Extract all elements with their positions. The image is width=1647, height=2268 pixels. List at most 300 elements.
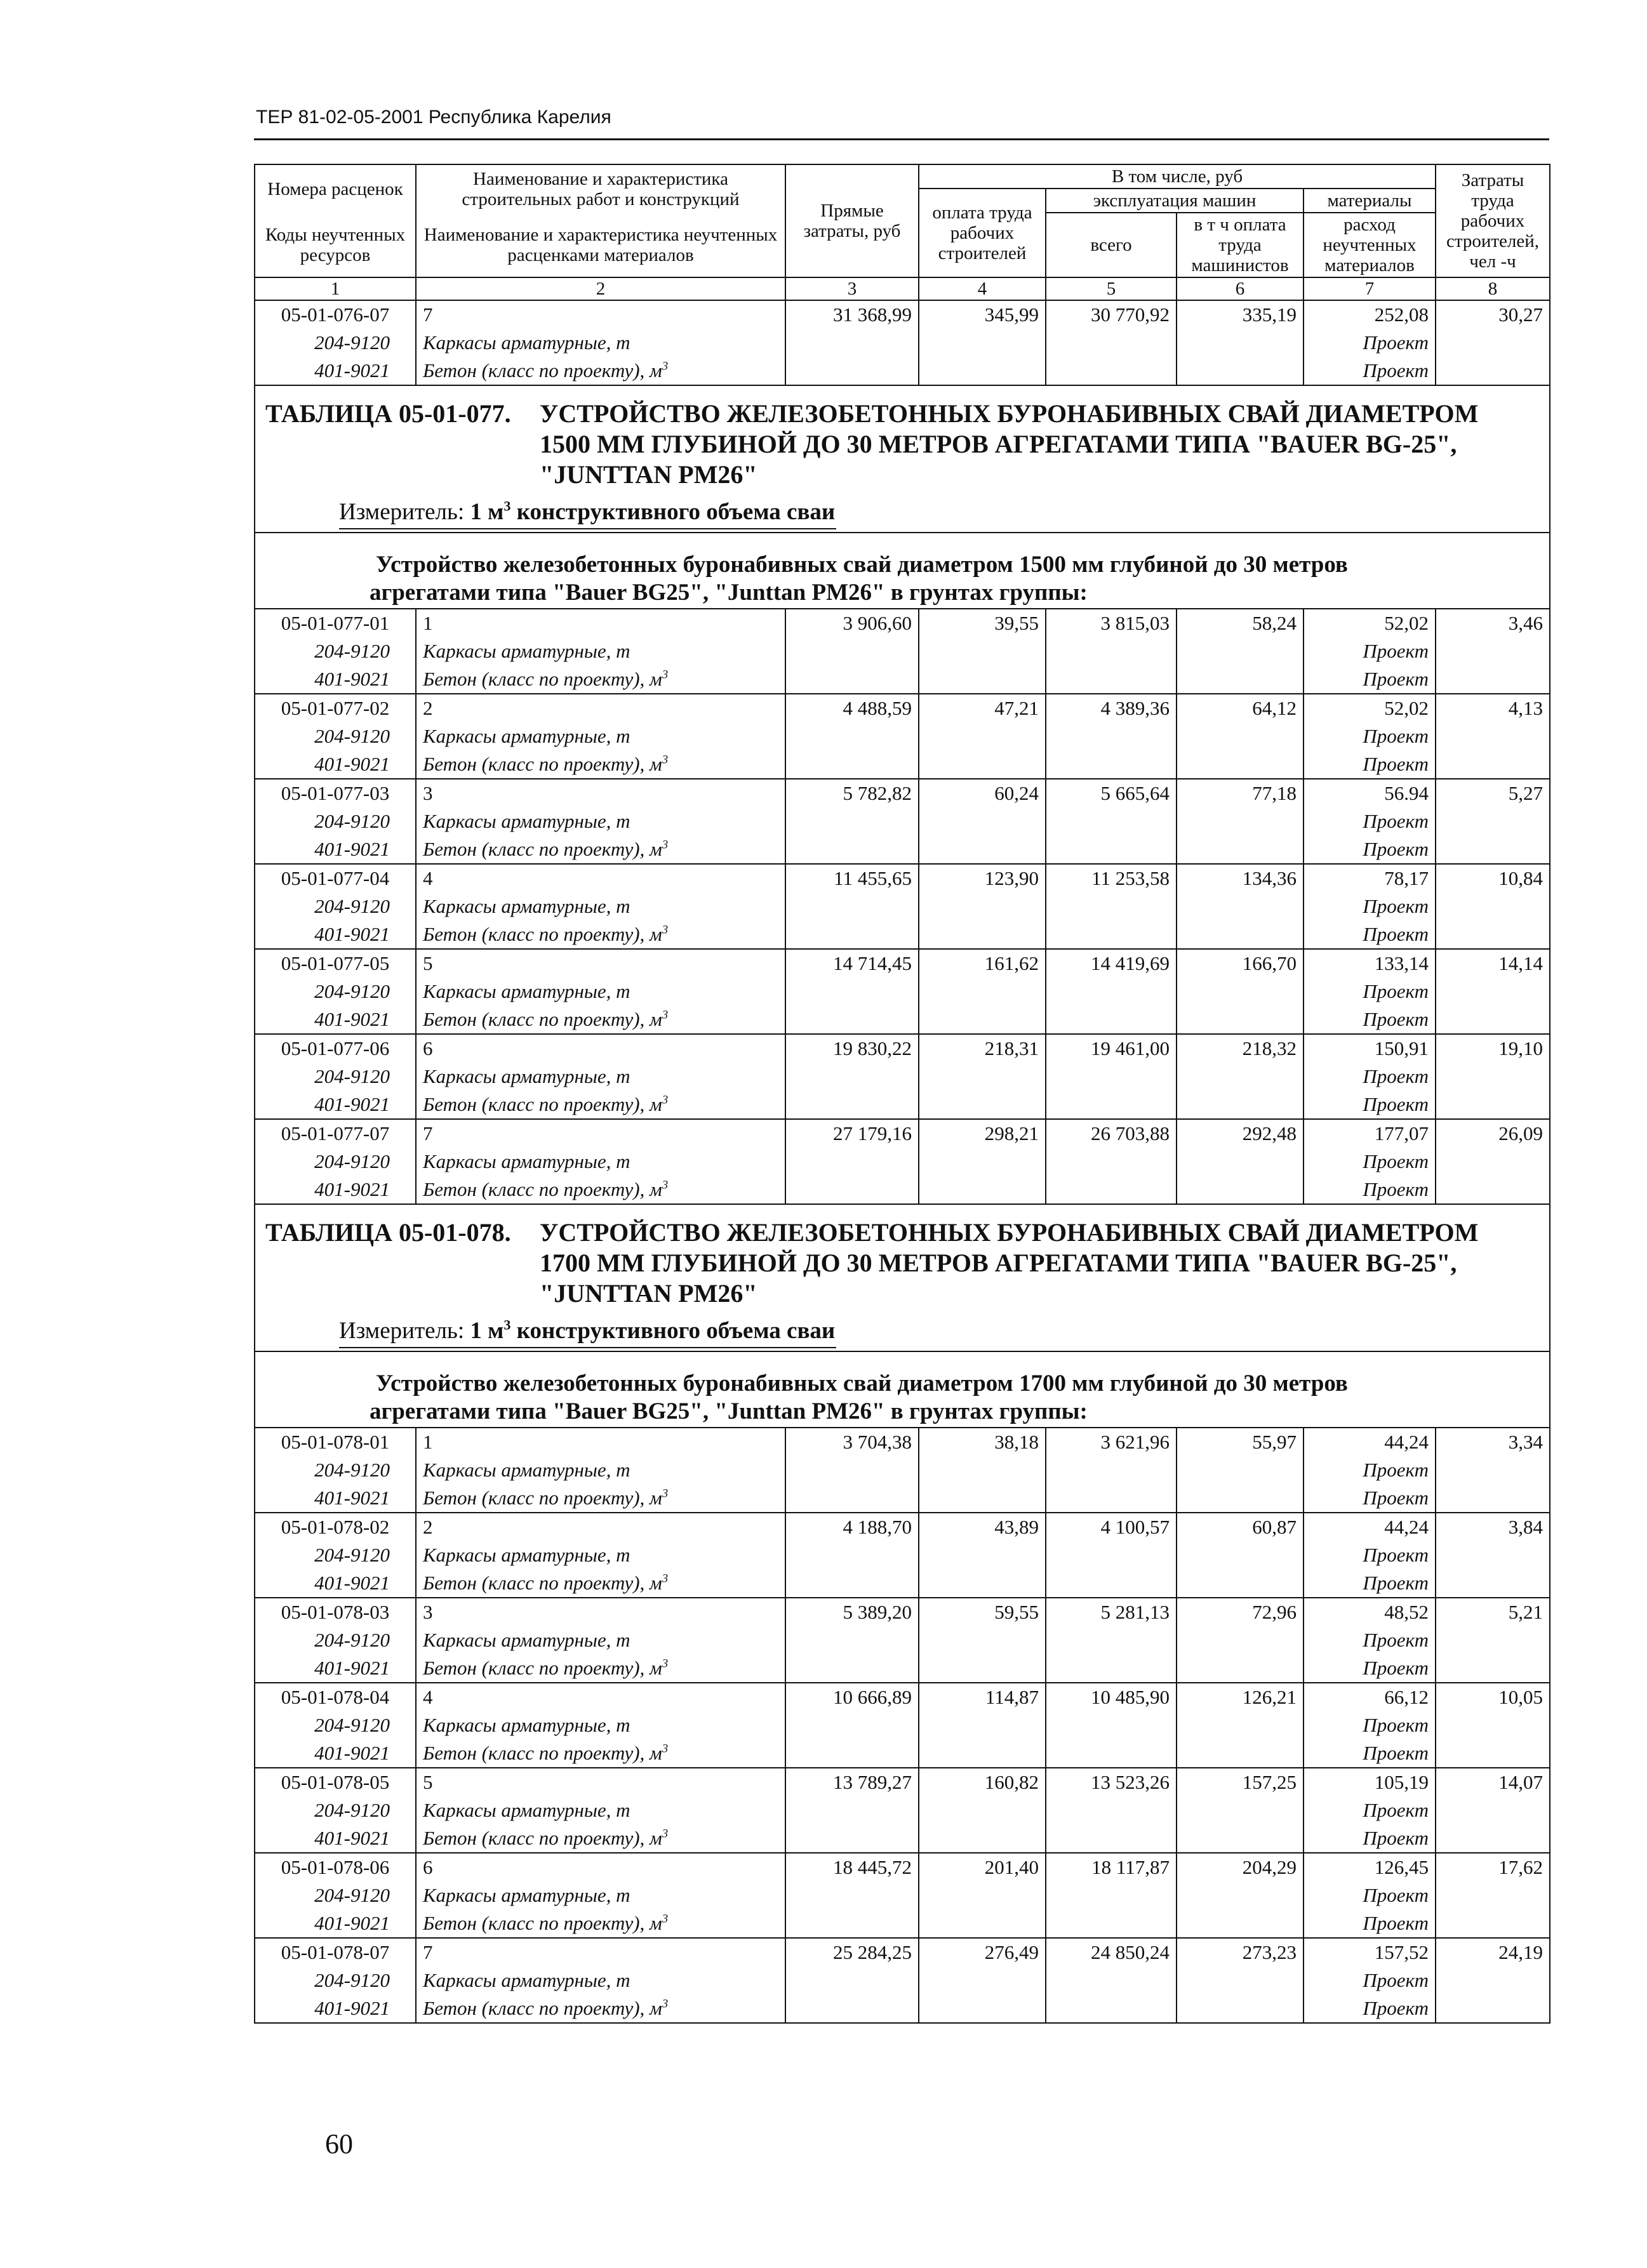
unit-superscript: 3: [662, 753, 669, 767]
material-consumption: Проект: [1304, 357, 1436, 385]
col-number: 8: [1436, 277, 1550, 300]
empty-cell: [785, 1881, 919, 1909]
empty-cell: [1177, 835, 1304, 864]
material-name: [416, 1091, 785, 1119]
material-name: Каркасы арматурные, т: [416, 637, 785, 665]
col-number: 6: [1177, 277, 1304, 300]
resource-code: 204-9120: [255, 329, 416, 357]
material-name: [416, 1569, 785, 1598]
rate-value: 126,21: [1177, 1683, 1304, 1711]
unit-superscript: 3: [662, 923, 669, 937]
empty-cell: [1436, 722, 1550, 750]
col-number: 3: [785, 277, 919, 300]
empty-cell: [785, 1541, 919, 1569]
rate-value: 4 100,57: [1046, 1513, 1177, 1541]
empty-cell: [1177, 357, 1304, 385]
empty-cell: [1436, 807, 1550, 835]
empty-cell: [1046, 1994, 1177, 2023]
material-consumption: Проект: [1304, 1541, 1436, 1569]
subsection-line: агрегатами типа "Bauer BG25", "Junttan PM26" в грунтах группы:: [370, 580, 1088, 606]
empty-cell: [1046, 892, 1177, 920]
material-row: [255, 1176, 1550, 1204]
rate-name: 7: [416, 300, 785, 329]
empty-cell: [919, 1626, 1046, 1654]
material-row: [255, 329, 1550, 357]
rate-value: 114,87: [919, 1683, 1046, 1711]
resource-code: 204-9120: [255, 892, 416, 920]
material-consumption: Проект: [1304, 1654, 1436, 1683]
rate-code: 05-01-078-04: [255, 1683, 416, 1711]
subsection-line: Устройство железобетонных буронабивных свай диаметром 1500 мм глубиной до 30 метров: [376, 552, 1348, 578]
unit-superscript: 3: [662, 1093, 669, 1107]
rate-code: 05-01-078-06: [255, 1853, 416, 1881]
empty-cell: [1436, 1063, 1550, 1091]
column-numbers-row: [255, 277, 1550, 300]
empty-cell: [785, 637, 919, 665]
rate-value: 25 284,25: [785, 1938, 919, 1966]
material-consumption: Проект: [1304, 665, 1436, 694]
rate-value: 345,99: [919, 300, 1046, 329]
rate-value: 157,52: [1304, 1938, 1436, 1966]
rate-name: 7: [416, 1938, 785, 1966]
rate-value: 58,24: [1177, 609, 1304, 637]
resource-code: 204-9120: [255, 978, 416, 1005]
table-row: [255, 1598, 1550, 1626]
empty-cell: [1177, 1824, 1304, 1853]
empty-cell: [1046, 329, 1177, 357]
rate-value: 10,84: [1436, 864, 1550, 892]
material-row: [255, 1005, 1550, 1034]
resource-code: 204-9120: [255, 1541, 416, 1569]
rate-value: 160,82: [919, 1768, 1046, 1796]
col-number: 1: [255, 277, 416, 300]
rate-code: 05-01-076-07: [255, 300, 416, 329]
rate-value: 3 906,60: [785, 609, 919, 637]
empty-cell: [1177, 978, 1304, 1005]
rate-value: 60,87: [1177, 1513, 1304, 1541]
empty-cell: [1436, 1654, 1550, 1683]
material-name: [416, 750, 785, 779]
empty-cell: [1046, 1541, 1177, 1569]
material-row: [255, 1626, 1550, 1654]
resource-code: 401-9021: [255, 1569, 416, 1598]
empty-cell: [919, 665, 1046, 694]
rate-value: 30,27: [1436, 300, 1550, 329]
rate-code: 05-01-077-06: [255, 1034, 416, 1063]
resource-code: 401-9021: [255, 1091, 416, 1119]
empty-cell: [785, 722, 919, 750]
empty-cell: [785, 665, 919, 694]
rate-value: 13 523,26: [1046, 1768, 1177, 1796]
empty-cell: [1436, 1005, 1550, 1034]
material-row: [255, 1881, 1550, 1909]
material-name: Каркасы арматурные, т: [416, 892, 785, 920]
material-consumption: Проект: [1304, 329, 1436, 357]
empty-cell: [919, 1063, 1046, 1091]
rate-value: 157,25: [1177, 1768, 1304, 1796]
resource-code: 204-9120: [255, 1148, 416, 1176]
rate-value: 11 253,58: [1046, 864, 1177, 892]
rate-value: 64,12: [1177, 694, 1304, 722]
rate-value: 292,48: [1177, 1119, 1304, 1148]
rate-value: 134,36: [1177, 864, 1304, 892]
resource-code: 401-9021: [255, 750, 416, 779]
rate-value: 78,17: [1304, 864, 1436, 892]
material-row: [255, 357, 1550, 385]
empty-cell: [919, 1824, 1046, 1853]
empty-cell: [1177, 1063, 1304, 1091]
rate-value: 19 830,22: [785, 1034, 919, 1063]
rate-value: 43,89: [919, 1513, 1046, 1541]
empty-cell: [919, 1484, 1046, 1513]
rate-code: 05-01-077-01: [255, 609, 416, 637]
rate-name: 3: [416, 779, 785, 807]
table-header: [255, 164, 1550, 300]
empty-cell: [1046, 1569, 1177, 1598]
empty-cell: [1436, 1569, 1550, 1598]
material-name-text: Бетон (класс по проекту), м: [423, 838, 662, 860]
table-title: [255, 1204, 1550, 1313]
empty-cell: [919, 1456, 1046, 1484]
empty-cell: [1046, 1176, 1177, 1204]
section-divider: [255, 1351, 1550, 1367]
rate-value: 11 455,65: [785, 864, 919, 892]
rate-value: 335,19: [1177, 300, 1304, 329]
rate-value: 298,21: [919, 1119, 1046, 1148]
empty-cell: [1046, 665, 1177, 694]
material-consumption: Проект: [1304, 1484, 1436, 1513]
rate-value: 123,90: [919, 864, 1046, 892]
col-header-materials: материалы: [1304, 189, 1436, 213]
rate-name: 3: [416, 1598, 785, 1626]
col-header-labor-hours: Затраты труда рабочих строителей, чел -ч: [1436, 164, 1550, 277]
rate-value: 13 789,27: [785, 1768, 919, 1796]
material-row: [255, 1541, 1550, 1569]
empty-cell: [1436, 1484, 1550, 1513]
empty-cell: [1436, 357, 1550, 385]
rate-value: 27 179,16: [785, 1119, 919, 1148]
rate-value: 4 188,70: [785, 1513, 919, 1541]
rate-value: 56.94: [1304, 779, 1436, 807]
unit-superscript: 3: [662, 1742, 669, 1756]
material-name: Каркасы арматурные, т: [416, 978, 785, 1005]
rate-code: 05-01-078-07: [255, 1938, 416, 1966]
empty-cell: [1046, 978, 1177, 1005]
empty-cell: [919, 637, 1046, 665]
rate-name: 6: [416, 1034, 785, 1063]
table-row: [255, 949, 1550, 978]
material-name: [416, 1176, 785, 1204]
empty-cell: [1177, 1005, 1304, 1034]
empty-cell: [1436, 1824, 1550, 1853]
table-row: [255, 609, 1550, 637]
col-header-operator-pay: в т ч оплата труда машинистов: [1177, 213, 1304, 277]
resource-code: 401-9021: [255, 665, 416, 694]
empty-cell: [1046, 637, 1177, 665]
rate-value: 26,09: [1436, 1119, 1550, 1148]
col-header-group: В том числе, руб: [919, 164, 1436, 189]
empty-cell: [919, 1541, 1046, 1569]
material-consumption: Проект: [1304, 920, 1436, 949]
rate-value: 24 850,24: [1046, 1938, 1177, 1966]
material-name: Каркасы арматурные, т: [416, 1541, 785, 1569]
rate-value: 14 714,45: [785, 949, 919, 978]
table-row: [255, 1513, 1550, 1541]
empty-cell: [1436, 1456, 1550, 1484]
empty-cell: [1046, 920, 1177, 949]
empty-cell: [1046, 1796, 1177, 1824]
empty-cell: [1177, 1711, 1304, 1739]
rate-value: 276,49: [919, 1938, 1046, 1966]
page-number: 60: [325, 2128, 353, 2159]
material-row: [255, 1091, 1550, 1119]
material-row: [255, 750, 1550, 779]
material-consumption: Проект: [1304, 1994, 1436, 2023]
table-title: [255, 385, 1550, 494]
rate-value: 60,24: [919, 779, 1046, 807]
rate-value: 166,70: [1177, 949, 1304, 978]
material-name: [416, 1824, 785, 1853]
material-name-text: Бетон (класс по проекту), м: [423, 668, 662, 690]
table-row: [255, 1853, 1550, 1881]
empty-cell: [1436, 1626, 1550, 1654]
resource-code: 204-9120: [255, 1881, 416, 1909]
empty-cell: [1436, 1966, 1550, 1994]
empty-cell: [1046, 1005, 1177, 1034]
empty-cell: [1436, 1881, 1550, 1909]
table-title-number: ТАБЛИЦА 05-01-077.: [265, 399, 511, 428]
empty-cell: [785, 1739, 919, 1768]
empty-cell: [785, 1005, 919, 1034]
empty-cell: [919, 1739, 1046, 1768]
rate-name: 4: [416, 864, 785, 892]
empty-cell: [919, 1881, 1046, 1909]
rate-value: 19 461,00: [1046, 1034, 1177, 1063]
empty-cell: [1046, 1824, 1177, 1853]
empty-cell: [1046, 1909, 1177, 1938]
material-row: [255, 637, 1550, 665]
empty-cell: [1436, 1711, 1550, 1739]
meter-value: 1 м: [470, 499, 504, 525]
empty-cell: [919, 1091, 1046, 1119]
empty-cell: [1177, 1569, 1304, 1598]
empty-cell: [785, 329, 919, 357]
empty-cell: [785, 1456, 919, 1484]
rate-value: 26 703,88: [1046, 1119, 1177, 1148]
rate-value: 10 485,90: [1046, 1683, 1177, 1711]
col-header-machines: эксплуатация машин: [1046, 189, 1304, 213]
material-consumption: Проект: [1304, 892, 1436, 920]
empty-cell: [785, 978, 919, 1005]
material-name: Каркасы арматурные, т: [416, 1796, 785, 1824]
rate-value: 150,91: [1304, 1034, 1436, 1063]
rate-value: 3,84: [1436, 1513, 1550, 1541]
material-name-text: Бетон (класс по проекту), м: [423, 753, 662, 775]
empty-cell: [1436, 1091, 1550, 1119]
material-name: [416, 1654, 785, 1683]
table-title-line: УСТРОЙСТВО ЖЕЛЕЗОБЕТОННЫХ БУРОНАБИВНЫХ СВАЙ ДИАМЕТРОМ: [540, 399, 1479, 428]
document-header: ТЕР 81-02-05-2001 Республика Карелия: [256, 107, 611, 128]
empty-cell: [1046, 1881, 1177, 1909]
material-name: [416, 1005, 785, 1034]
material-row: [255, 722, 1550, 750]
rate-value: 3 815,03: [1046, 609, 1177, 637]
material-row: [255, 1456, 1550, 1484]
resource-code: 401-9021: [255, 835, 416, 864]
resource-code: 401-9021: [255, 1484, 416, 1513]
material-consumption: Проект: [1304, 722, 1436, 750]
col-number: 4: [919, 277, 1046, 300]
empty-cell: [785, 1569, 919, 1598]
rate-value: 30 770,92: [1046, 300, 1177, 329]
material-row: [255, 1569, 1550, 1598]
rate-value: 44,24: [1304, 1428, 1436, 1456]
section-divider: [255, 533, 1550, 548]
rate-value: 66,12: [1304, 1683, 1436, 1711]
empty-cell: [785, 1824, 919, 1853]
material-name: Каркасы арматурные, т: [416, 1881, 785, 1909]
rate-value: 72,96: [1177, 1598, 1304, 1626]
resource-code: 204-9120: [255, 637, 416, 665]
rate-value: 10,05: [1436, 1683, 1550, 1711]
meter-unit: конструктивного объема сваи: [516, 499, 836, 525]
resource-code: 204-9120: [255, 722, 416, 750]
rate-name: 4: [416, 1683, 785, 1711]
empty-cell: [1177, 1654, 1304, 1683]
unit-superscript: 3: [662, 1178, 669, 1192]
material-consumption: Проект: [1304, 1711, 1436, 1739]
resource-code: 401-9021: [255, 1005, 416, 1034]
col-header-codes: Номера расценок: [255, 164, 416, 213]
material-name-text: Бетон (класс по проекту), м: [423, 1008, 662, 1030]
empty-cell: [1046, 1148, 1177, 1176]
rate-value: 14 419,69: [1046, 949, 1177, 978]
rate-value: 177,07: [1304, 1119, 1436, 1148]
empty-cell: [1177, 1484, 1304, 1513]
material-name: Каркасы арматурные, т: [416, 329, 785, 357]
col-header-work-name: Наименование и характеристика строительных работ и конструкций: [416, 164, 785, 213]
table-row: [255, 1034, 1550, 1063]
rate-code: 05-01-077-07: [255, 1119, 416, 1148]
resource-code: 401-9021: [255, 920, 416, 949]
empty-cell: [1046, 835, 1177, 864]
rate-code: 05-01-077-05: [255, 949, 416, 978]
rate-value: 52,02: [1304, 609, 1436, 637]
empty-cell: [1046, 722, 1177, 750]
empty-cell: [1177, 722, 1304, 750]
unit-superscript: 3: [662, 1912, 669, 1926]
rate-code: 05-01-077-03: [255, 779, 416, 807]
material-consumption: Проект: [1304, 978, 1436, 1005]
rate-value: 4 389,36: [1046, 694, 1177, 722]
rate-value: 126,45: [1304, 1853, 1436, 1881]
rate-code: 05-01-078-02: [255, 1513, 416, 1541]
empty-cell: [1436, 835, 1550, 864]
empty-cell: [919, 1711, 1046, 1739]
rate-value: 31 368,99: [785, 300, 919, 329]
empty-cell: [1046, 1456, 1177, 1484]
empty-cell: [785, 1994, 919, 2023]
resource-code: 204-9120: [255, 1063, 416, 1091]
material-name: [416, 920, 785, 949]
material-consumption: Проект: [1304, 1063, 1436, 1091]
rate-value: 17,62: [1436, 1853, 1550, 1881]
material-row: [255, 665, 1550, 694]
rate-value: 38,18: [919, 1428, 1046, 1456]
price-table: [254, 164, 1550, 2024]
material-name: Каркасы арматурные, т: [416, 1966, 785, 1994]
material-name-text: Бетон (класс по проекту), м: [423, 923, 662, 945]
material-consumption: Проект: [1304, 1909, 1436, 1938]
meter-superscript: 3: [503, 498, 511, 514]
empty-cell: [919, 978, 1046, 1005]
empty-cell: [919, 1994, 1046, 2023]
meter-value: 1 м: [470, 1318, 504, 1344]
table-row: [255, 1683, 1550, 1711]
material-consumption: Проект: [1304, 835, 1436, 864]
rate-value: 5 389,20: [785, 1598, 919, 1626]
resource-code: 401-9021: [255, 1909, 416, 1938]
material-name: [416, 1484, 785, 1513]
resource-code: 401-9021: [255, 1176, 416, 1204]
empty-cell: [919, 750, 1046, 779]
empty-cell: [785, 1148, 919, 1176]
rate-value: 44,24: [1304, 1513, 1436, 1541]
material-name-text: Бетон (класс по проекту), м: [423, 1912, 662, 1934]
meter-unit: конструктивного объема сваи: [516, 1318, 836, 1344]
empty-cell: [1046, 1654, 1177, 1683]
empty-cell: [1436, 1176, 1550, 1204]
empty-cell: [1046, 807, 1177, 835]
empty-cell: [1046, 1626, 1177, 1654]
material-consumption: Проект: [1304, 1176, 1436, 1204]
empty-cell: [919, 1966, 1046, 1994]
material-row: [255, 892, 1550, 920]
material-row: [255, 1824, 1550, 1853]
table-row: [255, 300, 1550, 329]
empty-cell: [785, 1626, 919, 1654]
material-row: [255, 1739, 1550, 1768]
col-header-material-name: Наименование и характеристика неучтенных расценками материалов: [416, 213, 785, 277]
rate-name: 6: [416, 1853, 785, 1881]
rate-code: 05-01-078-05: [255, 1768, 416, 1796]
rate-name: 1: [416, 1428, 785, 1456]
unit-superscript: 3: [662, 1008, 669, 1022]
meter-row: [255, 1313, 1550, 1351]
material-consumption: Проект: [1304, 807, 1436, 835]
rate-value: 133,14: [1304, 949, 1436, 978]
unit-superscript: 3: [662, 1997, 669, 2011]
empty-cell: [1177, 1148, 1304, 1176]
empty-cell: [1177, 665, 1304, 694]
material-row: [255, 1063, 1550, 1091]
table-row: [255, 694, 1550, 722]
empty-cell: [919, 1148, 1046, 1176]
table-row: [255, 1938, 1550, 1966]
rate-value: 4,13: [1436, 694, 1550, 722]
rate-value: 18 117,87: [1046, 1853, 1177, 1881]
rate-value: 252,08: [1304, 300, 1436, 329]
empty-cell: [919, 920, 1046, 949]
material-consumption: Проект: [1304, 1796, 1436, 1824]
subsection-title: [255, 548, 1550, 609]
material-name: Каркасы арматурные, т: [416, 1063, 785, 1091]
rate-value: 55,97: [1177, 1428, 1304, 1456]
rate-value: 5 782,82: [785, 779, 919, 807]
meter-row: [255, 494, 1550, 533]
rate-value: 47,21: [919, 694, 1046, 722]
material-name-text: Бетон (класс по проекту), м: [423, 1657, 662, 1679]
